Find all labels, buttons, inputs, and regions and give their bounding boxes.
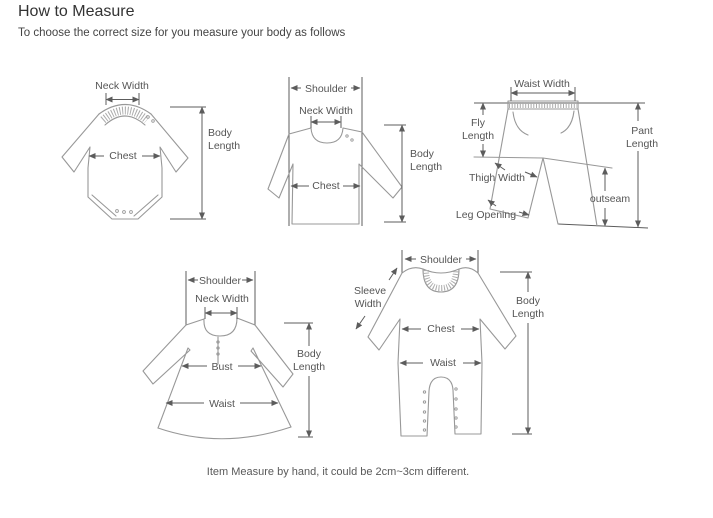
shirt-neck-width-dimension: [299, 105, 353, 128]
pants-waist-width-dimension: [511, 78, 575, 101]
dress-bust-dimension: [182, 361, 261, 373]
bodysuit-body-length-label-2: Length: [208, 140, 241, 152]
page-title: How to Measure: [18, 3, 135, 20]
bodysuit-body-length-dimension: [170, 107, 240, 219]
dress-neck-width-dimension: [195, 293, 249, 319]
bodysuit-collar-rib: [103, 111, 147, 121]
pants-outseam-label: outseam: [589, 193, 631, 205]
measurement-disclaimer: Item Measure by hand, it could be 2cm~3cm different.: [206, 466, 470, 478]
bodysuit-neck-width-dimension: [95, 80, 149, 105]
romper-chest-dimension: [402, 323, 479, 335]
pants-leg-opening-dimension: [456, 200, 529, 221]
shirt-guide-lines: [289, 77, 362, 226]
romper-sleeve-width-dimension: [354, 268, 397, 329]
bodysuit-snap-dots: [116, 116, 155, 214]
romper-body-length-dimension: [500, 272, 544, 434]
pants-fly-length-label-1: Fly: [471, 117, 485, 129]
bodysuit-neck-width-label: Neck Width: [95, 80, 149, 92]
dress-body-length-dimension: [284, 323, 325, 437]
dress-bust-label: Bust: [211, 361, 233, 373]
shirt-drawing: [268, 77, 402, 226]
shirt-chest-dimension: [291, 180, 360, 192]
romper-waist-label: Waist: [430, 357, 456, 369]
pants-pant-length-label-2: Length: [625, 138, 659, 150]
dress-neck-width-label: Neck Width: [195, 293, 249, 305]
shirt-snap-dots: [346, 135, 353, 141]
romper-neckline: [402, 268, 478, 273]
pants-waist-width-label: Waist Width: [514, 78, 570, 90]
romper-chest-label: Chest: [427, 323, 455, 335]
shirt-body-length-label-2: Length: [410, 161, 443, 173]
romper-shoulder-label: Shoulder: [419, 254, 463, 266]
shirt-shoulder-dimension: [291, 83, 360, 95]
pants-pant-length-dimension: [626, 103, 658, 227]
dress-body-length-label-2: Length: [292, 361, 326, 373]
pants-pockets: [513, 111, 574, 135]
romper-waist-dimension: [400, 357, 481, 369]
page-subtitle: To choose the correct size for you measure your body as follows: [18, 27, 346, 39]
pants-waistband: [508, 101, 578, 109]
dress-waist-dimension: [166, 398, 278, 410]
bodysuit-chest-dimension: [89, 150, 160, 162]
bodysuit-outline: [62, 114, 188, 219]
dress-hem: [158, 427, 291, 439]
bodysuit-body-length-label-1: Body: [208, 127, 232, 139]
dress-neckline: [186, 318, 255, 336]
dress-body-length-label-1: Body: [297, 348, 321, 360]
bodysuit-chest-label: Chest: [109, 150, 137, 162]
romper-body-length-label-2: Length: [511, 308, 545, 320]
shirt-outline: [268, 132, 402, 224]
shirt-body-length-label-1: Body: [410, 148, 434, 160]
shirt-neck-width-label: Neck Width: [299, 105, 353, 117]
pants-thigh-width-label: Thigh Width: [468, 172, 526, 184]
dress-shoulder-label: Shoulder: [198, 275, 242, 287]
romper-body-length-label-1: Body: [516, 295, 540, 307]
shirt-shoulder-label: Shoulder: [304, 83, 348, 95]
dress-shoulder-dimension: [188, 275, 253, 287]
romper-crotch: [429, 377, 453, 391]
romper-outline: [368, 273, 516, 436]
romper-shoulder-dimension: [405, 254, 476, 266]
romper-sleeve-width-label-1: Sleeve: [353, 285, 387, 297]
pants-leg-opening-label: Leg Opening: [455, 209, 517, 221]
shirt-chest-label: Chest: [312, 180, 340, 192]
pants-pant-length-label-1: Pant: [631, 125, 653, 137]
pants-thigh-width-dimension: [469, 163, 537, 184]
dress-waist-label: Waist: [209, 398, 235, 410]
pants-fly-length-dimension: [462, 103, 494, 157]
romper-sleeve-width-label-2: Width: [354, 298, 382, 310]
pants-fly-length-label-2: Length: [461, 130, 495, 142]
